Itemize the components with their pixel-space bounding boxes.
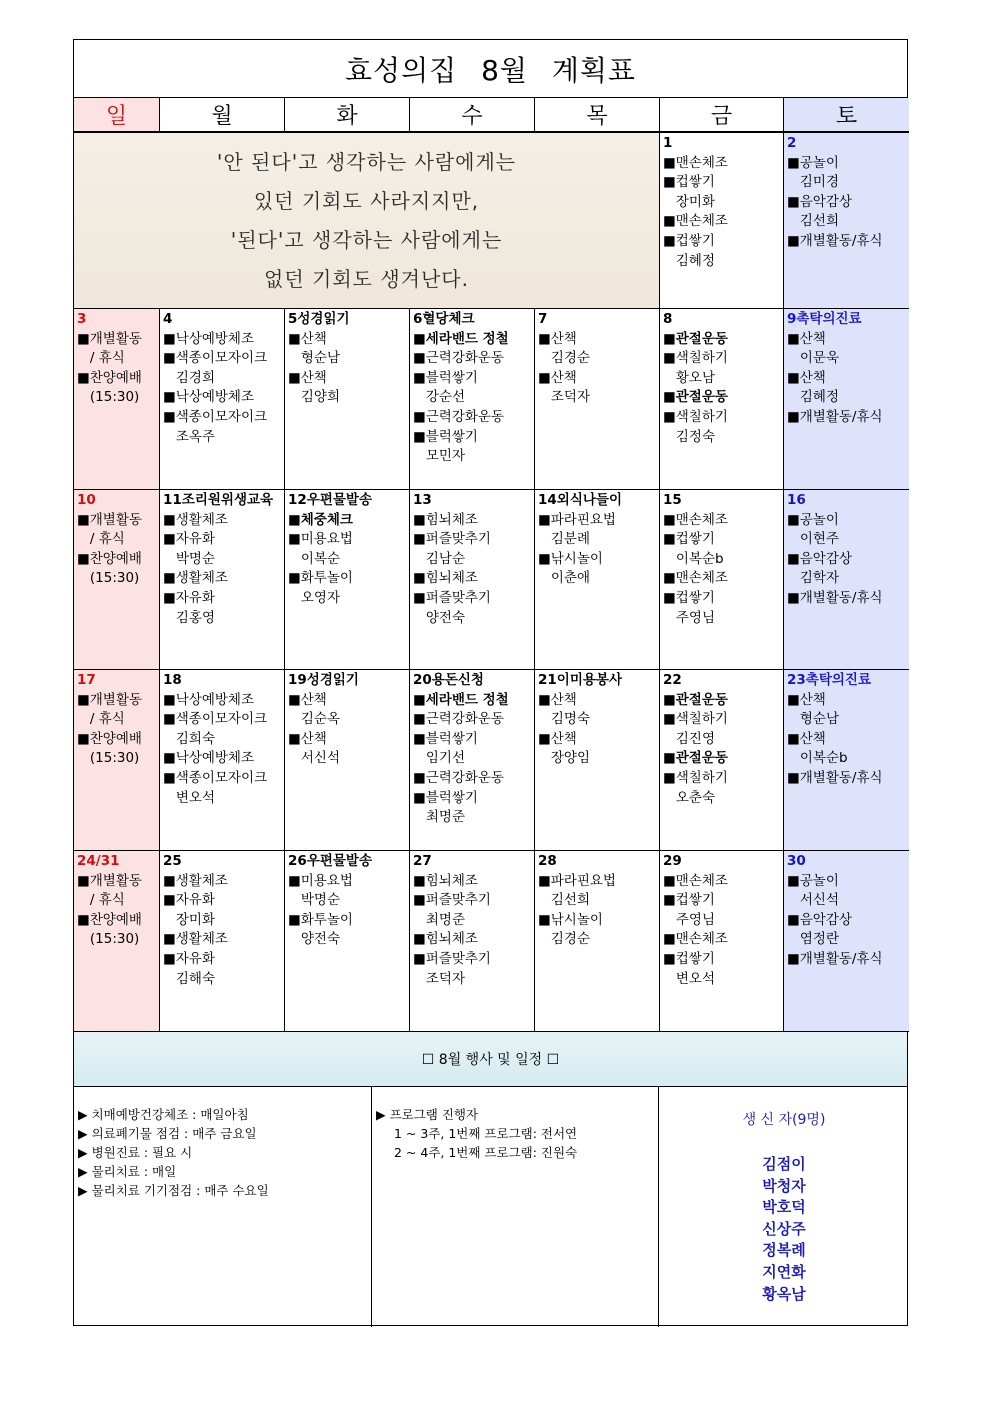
activity-item: ■세라밴드 정철 [413, 691, 509, 708]
activity-item: ■색종이모자이크 [163, 769, 268, 786]
activity-item: ■맨손체조 [663, 931, 728, 948]
activity-item: ■찬양예배 [77, 730, 142, 747]
activity-item: ■생활체조 [163, 931, 228, 948]
activity-item: ■컵쌓기 [663, 892, 715, 909]
activity-item: ■개별활동 [77, 691, 142, 708]
activity-item: ■산책 [787, 330, 826, 347]
participant-name: 형순남 [787, 711, 839, 728]
activity-item: ■컵쌓기 [663, 950, 715, 967]
participant-name: 최명준 [413, 911, 465, 928]
participant-name: 김미경 [787, 174, 839, 191]
activity-item: ■개별활동 [77, 872, 142, 889]
staff-heading: ▶ 프로그램 진행자 [376, 1107, 479, 1122]
activity-item: ■음악감상 [787, 550, 852, 567]
day-number: 16 [787, 492, 806, 508]
day-cell [535, 851, 660, 1032]
day-cell [160, 309, 285, 490]
activity-item: ■근력강화운동 [413, 350, 505, 367]
activity-item: ■산책 [787, 730, 826, 747]
day-cell [285, 490, 410, 670]
day-cell [410, 490, 535, 670]
activity-item: ■산책 [288, 369, 327, 386]
participant-name: 김해숙 [163, 970, 215, 987]
staff-item: 1 ~ 3주, 1번째 프로그램: 전서연 [394, 1126, 578, 1141]
activity-item: ■힘뇌체조 [413, 872, 478, 889]
participant-name: 임기선 [413, 750, 465, 767]
note-item: ▶ 치매예방건강체조 : 매일아침 [78, 1107, 249, 1122]
activity-item: ■색칠하기 [663, 769, 728, 786]
activity-item: ■색칠하기 [663, 408, 728, 425]
day-number: 18 [163, 672, 182, 688]
activity-item: ■개별활동/휴식 [787, 589, 883, 606]
activity-item: ■찬양예배 [77, 369, 142, 386]
participant-name: 김홍영 [163, 609, 215, 626]
day-cell [660, 490, 784, 670]
activity-item: ■맨손체조 [663, 872, 728, 889]
activity-item: ■색종이모자이크 [163, 408, 268, 425]
participant-name: 변오석 [163, 789, 215, 806]
quote-line: 있던 기회도 사라지지만, [253, 188, 480, 213]
activity-item: ■색칠하기 [663, 711, 728, 728]
quote-line: 없던 기회도 생겨난다. [264, 266, 469, 291]
day-number: 8 [663, 311, 673, 327]
birthday-name: 신상주 [762, 1219, 806, 1238]
activity-item: ■찬양예배 [77, 550, 142, 567]
day-cell [784, 490, 909, 670]
activity-item: ■자유화 [163, 589, 215, 606]
participant-name: / 휴식 [77, 350, 125, 367]
activity-item: ■생활체조 [163, 872, 228, 889]
birthday-name: 정복례 [762, 1241, 806, 1260]
day-number: 4 [163, 311, 173, 327]
activity-item: ■낙상예방체조 [163, 691, 255, 708]
day-cell [535, 670, 660, 851]
participant-name: 김혜정 [787, 389, 839, 406]
activity-item: ■퍼즐맞추기 [413, 950, 491, 967]
activity-item: ■화투놀이 [288, 911, 353, 928]
day-cell [410, 309, 535, 490]
day-number: 7 [538, 311, 548, 327]
day-number: 15 [663, 492, 682, 508]
day-cell [410, 851, 535, 1032]
program-staff [372, 1087, 659, 1327]
activity-item: ■파라핀요법 [538, 511, 616, 528]
activity-item: ■색칠하기 [663, 350, 728, 367]
activity-item: ■음악감상 [787, 911, 852, 928]
day-number: 17 [77, 672, 96, 688]
activity-item: ■화투놀이 [288, 570, 353, 587]
activity-item: ■산책 [538, 330, 577, 347]
activity-item: ■색종이모자이크 [163, 711, 268, 728]
day-number: 3 [77, 311, 87, 327]
participant-name: 김남순 [413, 550, 465, 567]
activity-item: ■퍼즐맞추기 [413, 531, 491, 548]
participant-name: 이현주 [787, 531, 839, 548]
participant-name: / 휴식 [77, 892, 125, 909]
staff-item: 2 ~ 4주, 1번째 프로그램: 진원숙 [394, 1145, 578, 1160]
participant-name: 김진영 [663, 730, 715, 747]
activity-item: ■맨손체조 [663, 511, 728, 528]
participant-name: / 휴식 [77, 531, 125, 548]
activity-item: ■힘뇌체조 [413, 511, 478, 528]
day-number: 25 [163, 853, 182, 869]
day-cell [784, 670, 909, 851]
day-cell [660, 309, 784, 490]
activity-item: ■근력강화운동 [413, 769, 505, 786]
day-cell [285, 309, 410, 490]
participant-name: 오영자 [288, 589, 340, 606]
day-number: 1 [663, 135, 673, 151]
day-cell [784, 133, 909, 309]
day-number: 5성경읽기 [288, 311, 350, 327]
participant-name: 장미화 [663, 193, 715, 210]
activity-item: ■산책 [288, 730, 327, 747]
day-cell [160, 670, 285, 851]
participant-name: 이춘애 [538, 570, 590, 587]
quote-line: '된다'고 생각하는 사람에게는 [230, 227, 503, 252]
participant-name: 조옥주 [163, 428, 215, 445]
activity-item: ■미용요법 [288, 531, 353, 548]
activity-item: ■세라밴드 정철 [413, 330, 509, 347]
participant-name: 장양임 [538, 750, 590, 767]
day-cell [160, 490, 285, 670]
day-cell [535, 309, 660, 490]
activity-item: ■낙상예방체조 [163, 389, 255, 406]
day-number: 28 [538, 853, 557, 869]
day-number: 20용돈신청 [413, 672, 484, 688]
day-number: 26우편물발송 [288, 853, 372, 869]
activity-item: ■근력강화운동 [413, 408, 505, 425]
quote-line: '안 된다'고 생각하는 사람에게는 [216, 149, 517, 174]
header-thu: 목 [535, 98, 660, 133]
day-number: 30 [787, 853, 806, 869]
activity-item: ■개별활동/휴식 [787, 232, 883, 249]
participant-name: 서신석 [288, 750, 340, 767]
activity-item: ■자유화 [163, 531, 215, 548]
day-number: 12우편물발송 [288, 492, 372, 508]
activity-item: ■산책 [787, 369, 826, 386]
activity-item: ■미용요법 [288, 872, 353, 889]
activity-item: ■공놀이 [787, 872, 839, 889]
participant-name: 형순남 [288, 350, 340, 367]
activity-item: ■생활체조 [163, 570, 228, 587]
header-sat: 토 [784, 98, 909, 133]
activity-item: ■관절운동 [663, 330, 728, 347]
day-number: 10 [77, 492, 96, 508]
activity-item: ■관절운동 [663, 750, 728, 767]
day-cell [74, 670, 160, 851]
participant-name: 김경순 [538, 350, 590, 367]
activity-item: ■퍼즐맞추기 [413, 589, 491, 606]
day-cell [535, 490, 660, 670]
participant-name: 김분례 [538, 531, 590, 548]
quote-banner [74, 133, 660, 309]
day-number: 21이미용봉사 [538, 672, 622, 688]
participant-name: (15:30) [77, 570, 140, 587]
activity-item: ■낙상예방체조 [163, 330, 255, 347]
activity-item: ■근력강화운동 [413, 711, 505, 728]
activity-item: ■파라핀요법 [538, 872, 616, 889]
activity-item: ■개별활동/휴식 [787, 950, 883, 967]
activity-item: ■컵쌓기 [663, 531, 715, 548]
activity-item: ■개별활동 [77, 330, 142, 347]
day-cell [74, 309, 160, 490]
schedule-notes [74, 1087, 372, 1327]
activity-item: ■낚시놀이 [538, 550, 603, 567]
activity-item: ■블럭쌓기 [413, 789, 478, 806]
participant-name: 김선희 [787, 213, 839, 230]
note-item: ▶ 의료폐기물 점검 : 매주 금요일 [78, 1126, 257, 1141]
birthday-name: 김점이 [762, 1155, 806, 1173]
participant-name: 이복순b [663, 550, 724, 567]
activity-item: ■산책 [288, 691, 327, 708]
activity-item: ■맨손체조 [663, 570, 728, 587]
day-cell [660, 670, 784, 851]
activity-item: ■블럭쌓기 [413, 428, 478, 445]
activity-item: ■컵쌓기 [663, 232, 715, 249]
day-cell [660, 851, 784, 1032]
header-fri: 금 [660, 98, 784, 133]
participant-name: 김경희 [163, 369, 215, 386]
day-cell [160, 851, 285, 1032]
activity-item: ■맨손체조 [663, 154, 728, 171]
activity-item: ■힘뇌체조 [413, 570, 478, 587]
participant-name: 김혜정 [663, 252, 715, 269]
activity-item: ■개별활동/휴식 [787, 769, 883, 786]
day-number: 2 [787, 135, 797, 151]
activity-item: ■컵쌓기 [663, 589, 715, 606]
day-number: 6혈당체크 [413, 311, 475, 327]
note-item: ▶ 병원진료 : 필요 시 [78, 1145, 193, 1160]
activity-item: ■자유화 [163, 892, 215, 909]
activity-item: ■블럭쌓기 [413, 730, 478, 747]
participant-name: 양전숙 [288, 931, 340, 948]
events-banner: ☐ 8월 행사 및 일정 ☐ [74, 1032, 907, 1087]
participant-name: (15:30) [77, 750, 140, 767]
participant-name: 김선희 [538, 892, 590, 909]
activity-item: ■공놀이 [787, 511, 839, 528]
participant-name: 김경순 [538, 931, 590, 948]
day-number: 11조리원위생교육 [163, 492, 274, 508]
day-cell [285, 670, 410, 851]
participant-name: 오춘숙 [663, 789, 715, 806]
participant-name: / 휴식 [77, 711, 125, 728]
header-sun: 일 [74, 98, 160, 133]
activity-item: ■찬양예배 [77, 911, 142, 928]
activity-item: ■낚시놀이 [538, 911, 603, 928]
day-number: 27 [413, 853, 432, 869]
activity-item: ■힘뇌체조 [413, 931, 478, 948]
day-number: 19성경읽기 [288, 672, 359, 688]
day-cell [74, 490, 160, 670]
participant-name: 이복순 [288, 550, 340, 567]
day-number: 29 [663, 853, 682, 869]
note-item: ▶ 물리치료 기기점검 : 매주 수요일 [78, 1183, 269, 1198]
participant-name: 조덕자 [413, 970, 465, 987]
day-cell [784, 309, 909, 490]
activity-item: ■개별활동/휴식 [787, 408, 883, 425]
day-number: 14외식나들이 [538, 492, 622, 508]
activity-item: ■퍼즐맞추기 [413, 892, 491, 909]
participant-name: 김학자 [787, 570, 839, 587]
note-item: ▶ 물리치료 : 매일 [78, 1164, 177, 1179]
participant-name: 김정숙 [663, 428, 715, 445]
day-cell [660, 133, 784, 309]
birthday-list [659, 1087, 909, 1327]
activity-item: ■관절운동 [663, 389, 728, 406]
participant-name: 박명순 [288, 892, 340, 909]
activity-item: ■개별활동 [77, 511, 142, 528]
day-number: 22 [663, 672, 682, 688]
day-cell [285, 851, 410, 1032]
day-number: 9촉탁의진료 [787, 311, 862, 327]
participant-name: 염정란 [787, 931, 839, 948]
activity-item: ■생활체조 [163, 511, 228, 528]
participant-name: 주영님 [663, 609, 715, 626]
activity-item: ■산책 [538, 369, 577, 386]
activity-item: ■블럭쌓기 [413, 369, 478, 386]
activity-item: ■색종이모자이크 [163, 350, 268, 367]
activity-item: ■산책 [538, 691, 577, 708]
header-wed: 수 [410, 98, 535, 133]
participant-name: 김양희 [288, 389, 340, 406]
activity-item: ■자유화 [163, 950, 215, 967]
participant-name: 양전숙 [413, 609, 465, 626]
participant-name: 조덕자 [538, 389, 590, 406]
activity-item: ■낙상예방체조 [163, 750, 255, 767]
activity-item: ■산책 [288, 330, 327, 347]
participant-name: 이문욱 [787, 350, 839, 367]
header-tue: 화 [285, 98, 410, 133]
birthday-name: 황옥남 [762, 1284, 806, 1303]
day-cell [784, 851, 909, 1032]
activity-item: ■컵쌓기 [663, 174, 715, 191]
header-mon: 월 [160, 98, 285, 133]
birthday-name: 박호덕 [762, 1198, 806, 1217]
participant-name: 박명순 [163, 550, 215, 567]
participant-name: (15:30) [77, 931, 140, 948]
participant-name: 강순선 [413, 389, 465, 406]
day-cell [410, 670, 535, 851]
activity-item: ■관절운동 [663, 691, 728, 708]
calendar-frame [73, 39, 908, 1326]
participant-name: 황오남 [663, 369, 715, 386]
participant-name: 김순옥 [288, 711, 340, 728]
birthday-name: 지연화 [762, 1262, 806, 1281]
activity-item: ■음악감상 [787, 193, 852, 210]
participant-name: 김명숙 [538, 711, 590, 728]
activity-item: ■산책 [538, 730, 577, 747]
participant-name: 모민자 [413, 448, 465, 465]
page-title: 효성의집 8월 계획표 [74, 40, 907, 98]
participant-name: 이복순b [787, 750, 848, 767]
participant-name: 변오석 [663, 970, 715, 987]
birthday-title: 생 신 자(9명) [742, 1112, 826, 1128]
participant-name: 김희숙 [163, 730, 215, 747]
participant-name: (15:30) [77, 389, 140, 406]
day-number: 23촉탁의진료 [787, 672, 871, 688]
participant-name: 주영님 [663, 911, 715, 928]
birthday-name: 박청자 [762, 1176, 806, 1195]
activity-item: ■공놀이 [787, 154, 839, 171]
activity-item: ■맨손체조 [663, 213, 728, 230]
activity-item: ■체중체크 [288, 511, 353, 528]
day-number: 13 [413, 492, 432, 508]
day-cell [74, 851, 160, 1032]
participant-name: 최명준 [413, 809, 465, 826]
day-number: 24/31 [77, 853, 120, 869]
participant-name: 장미화 [163, 911, 215, 928]
participant-name: 서신석 [787, 892, 839, 909]
activity-item: ■산책 [787, 691, 826, 708]
